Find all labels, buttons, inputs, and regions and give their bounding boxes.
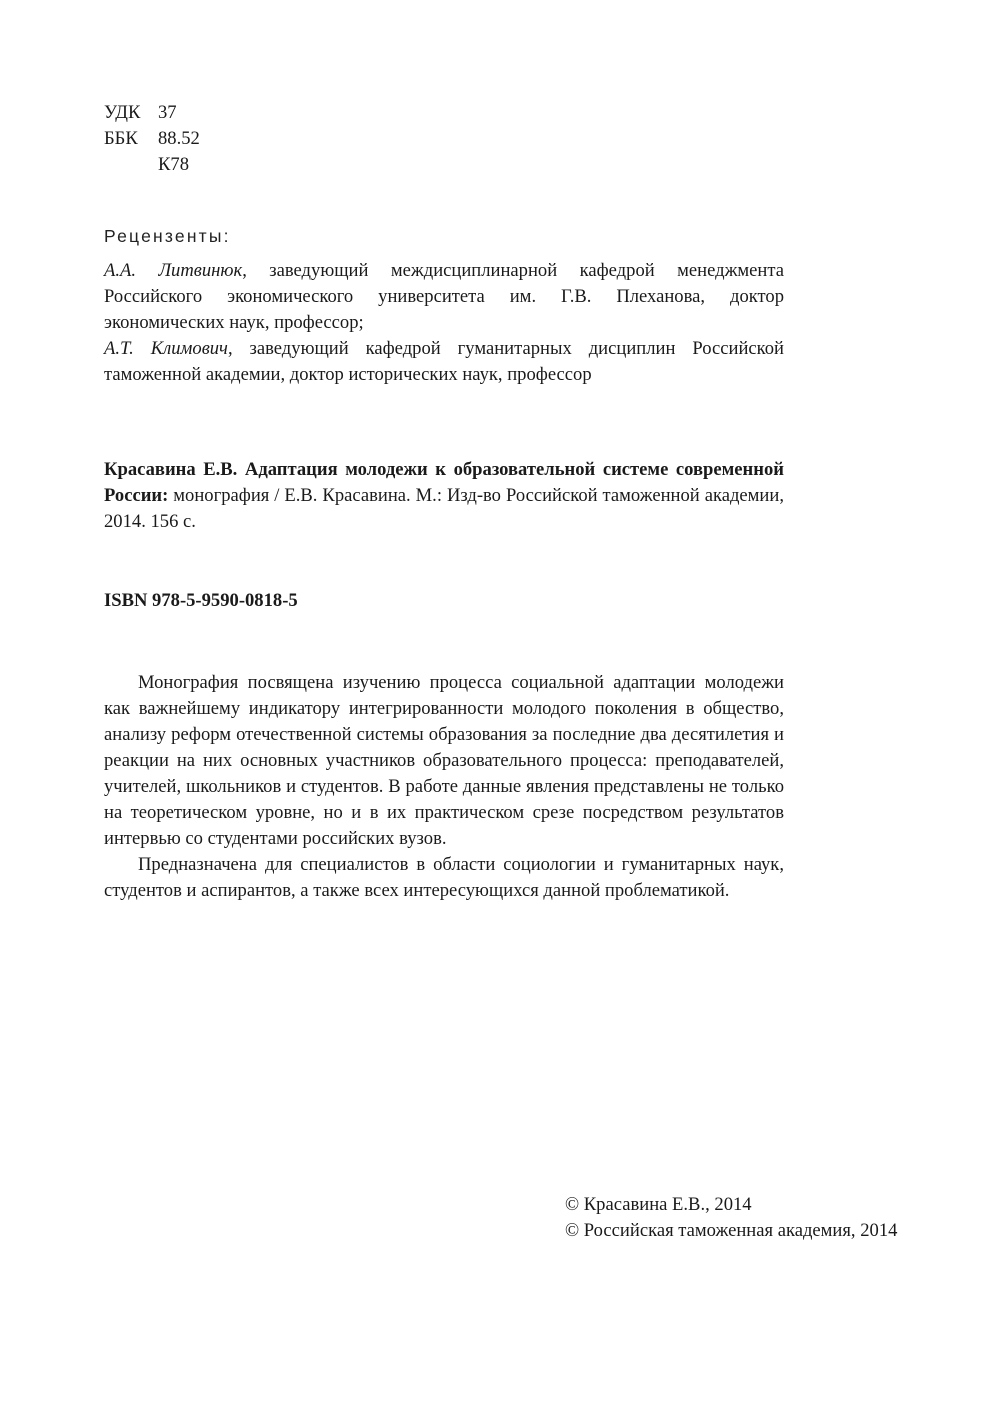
isbn: ISBN 978-5-9590-0818-5 [104,590,298,611]
bibliographic-details: монография / Е.В. Красавина. М.: Изд-во Российской таможенной академии, 2014. 156 с. [104,485,784,532]
reviewer-entry [104,258,784,336]
bbk-row [104,126,200,152]
abstract-paragraph: Монография посвящена изучению процесса социальной адаптации молодежи как важнейшему индикатору интегрированности молодого поколения в общество, анализу реформ отечественной системы образования за последние два десятилетия и реакции на них основных участников образовательного процесса: преподавателей, учителей, школьников и студентов. В работе данные явления представлены не только на теоретическом уровне, но и в их практическом срезе посредством результатов интервью со студентами российских вузов. [104,672,784,849]
bibliographic-description [104,457,784,535]
udk-value: 37 [158,102,177,123]
bibliographic-title: Красавина Е.В. Адаптация молодежи к образовательной системе современной России: [104,459,784,506]
classification-block [104,100,200,178]
abstract-paragraph: Предназначена для специалистов в области социологии и гуманитарных наук, студентов и аспирантов, а также всех интересующихся данной проблематикой. [104,854,784,901]
author-mark: К78 [158,154,189,175]
copyright-block [565,1192,897,1244]
abstract [104,670,784,904]
reviewers-list [104,258,784,388]
bbk-value: 88.52 [158,128,200,149]
copyright-publisher: © Российская таможенная академия, 2014 [565,1220,898,1241]
reviewer-name: А.А. Литвинюк [104,260,243,281]
copyright-author: © Красавина Е.В., 2014 [565,1194,752,1215]
reviewers-heading: Рецензенты: [104,226,231,246]
reviewer-name: А.Т. Климович [104,338,228,359]
udk-row [104,100,200,126]
reviewer-entry [104,336,784,388]
bbk-label: ББК [104,128,138,149]
reviewer-details: , заведующий междисциплинарной кафедрой менеджмента Российского экономического университета им. Г.В. Плеханова, доктор экономических наук, профессор; [104,260,784,333]
reviewer-details: , заведующий кафедрой гуманитарных дисциплин Российской таможенной академии, доктор исторических наук, профессор [104,338,784,385]
udk-label: УДК [104,102,141,123]
author-mark-row [104,152,200,178]
